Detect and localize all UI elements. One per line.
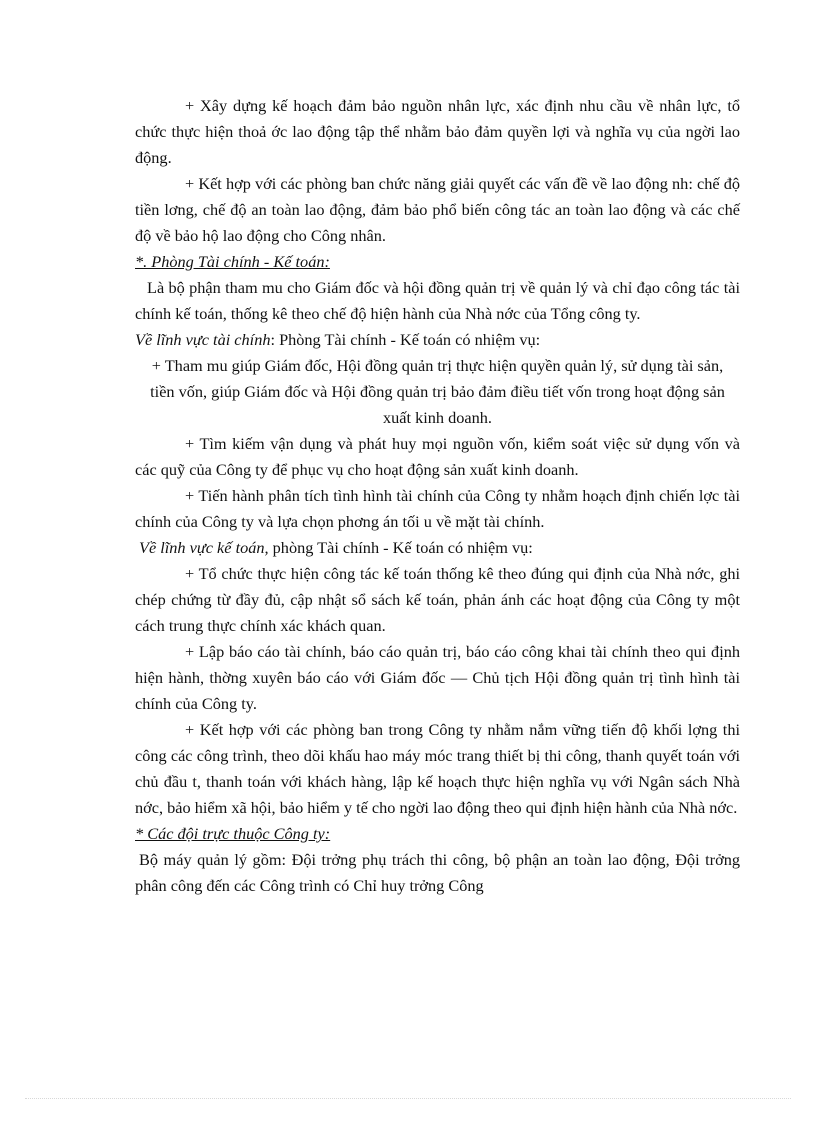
paragraph-finance-field (135, 327, 740, 353)
paragraph-labor-coordination: + Kết hợp với các phòng ban chức năng giải quyết các vấn đề về lao động nh: chế độ tiền lơng, chế độ an toàn lao động, đảm bảo phổ biến công tác an toàn lao động và các chế độ về bảo hộ lao động cho Công nhân. (135, 174, 740, 245)
paragraph-human-resources-plan: + Xây dựng kế hoạch đảm bảo nguồn nhân lực, xác định nhu cầu về nhân lực, tổ chức thực hiện thoả ớc lao động tập thể nhằm bảo đảm quyền lợi và nghĩa vụ của ngời lao động. (135, 96, 740, 167)
section-heading-subordinate-teams: * Các đội trực thuộc Công ty: (135, 824, 331, 843)
paragraph-project-coordination: + Kết hợp với các phòng ban trong Công ty nhằm nắm vững tiến độ khối lợng thi công các công trình, theo dõi khấu hao máy móc trang thiết bị thi công, thanh quyết toán với chủ đầu t, thanh toán với khách hàng, lập kế hoạch thực hiện nghĩa vụ với Ngân sách Nhà nớc, bảo hiểm xã hội, bảo hiểm y tế cho ngời lao động theo qui định hiện hành của Nhà nớc. (135, 720, 740, 817)
paragraph-capital-sourcing: + Tìm kiếm vận dụng và phát huy mọi nguồn vốn, kiểm soát việc sử dụng vốn và các quỹ của Công ty để phục vụ cho hoạt động sản xuất kinh doanh. (135, 434, 740, 479)
paragraph-finance-role: Là bộ phận tham mu cho Giám đốc và hội đồng quản trị về quản lý và chỉ đạo công tác tài chính kế toán, thống kê theo chế độ hiện hành của Nhà nớc của Tổng công ty. (135, 278, 740, 323)
document-page (135, 93, 740, 899)
paragraph-accounting-organization: + Tổ chức thực hiện công tác kế toán thống kê theo đúng qui định của Nhà nớc, ghi chép chứng từ đầy đủ, cập nhật sổ sách kế toán, phản ánh các hoạt động của Công ty một cách trung thực chính xác khách quan. (135, 564, 740, 635)
paragraph-accounting-field (135, 535, 740, 561)
section-heading-finance-accounting: *. Phòng Tài chính - Kế toán: (135, 252, 330, 271)
paragraph-financial-reports: + Lập báo cáo tài chính, báo cáo quản trị, báo cáo công khai tài chính theo qui định hiện hành, thờng xuyên báo cáo với Giám đốc — Chủ tịch Hội đồng quản trị tình hình tài chính của Công ty. (135, 642, 740, 713)
paragraph-financial-analysis: + Tiến hành phân tích tình hình tài chính của Công ty nhằm hoạch định chiến lợc tài chính của Công ty và lựa chọn phơng án tối u về mặt tài chính. (135, 486, 740, 531)
accounting-field-text: phòng Tài chính - Kế toán có nhiệm vụ: (268, 538, 533, 557)
accounting-field-label: Về lĩnh vực kế toán, (139, 538, 269, 557)
paragraph-team-structure: Bộ máy quản lý gồm: Đội trởng phụ trách thi công, bộ phận an toàn lao động, Đội trởng phân công đến các Công trình có Chỉ huy trởng Công (135, 850, 740, 895)
finance-field-text: : Phòng Tài chính - Kế toán có nhiệm vụ: (270, 330, 541, 349)
paragraph-advise-director: + Tham mu giúp Giám đốc, Hội đồng quản trị thực hiện quyền quản lý, sử dụng tài sản, tiền vốn, giúp Giám đốc và Hội đồng quản trị bảo đảm điều tiết vốn trong hoạt động sản xuất kinh doanh. (150, 356, 725, 427)
finance-field-label: Về lĩnh vực tài chính (135, 330, 271, 349)
page-bottom-divider (25, 1098, 791, 1099)
